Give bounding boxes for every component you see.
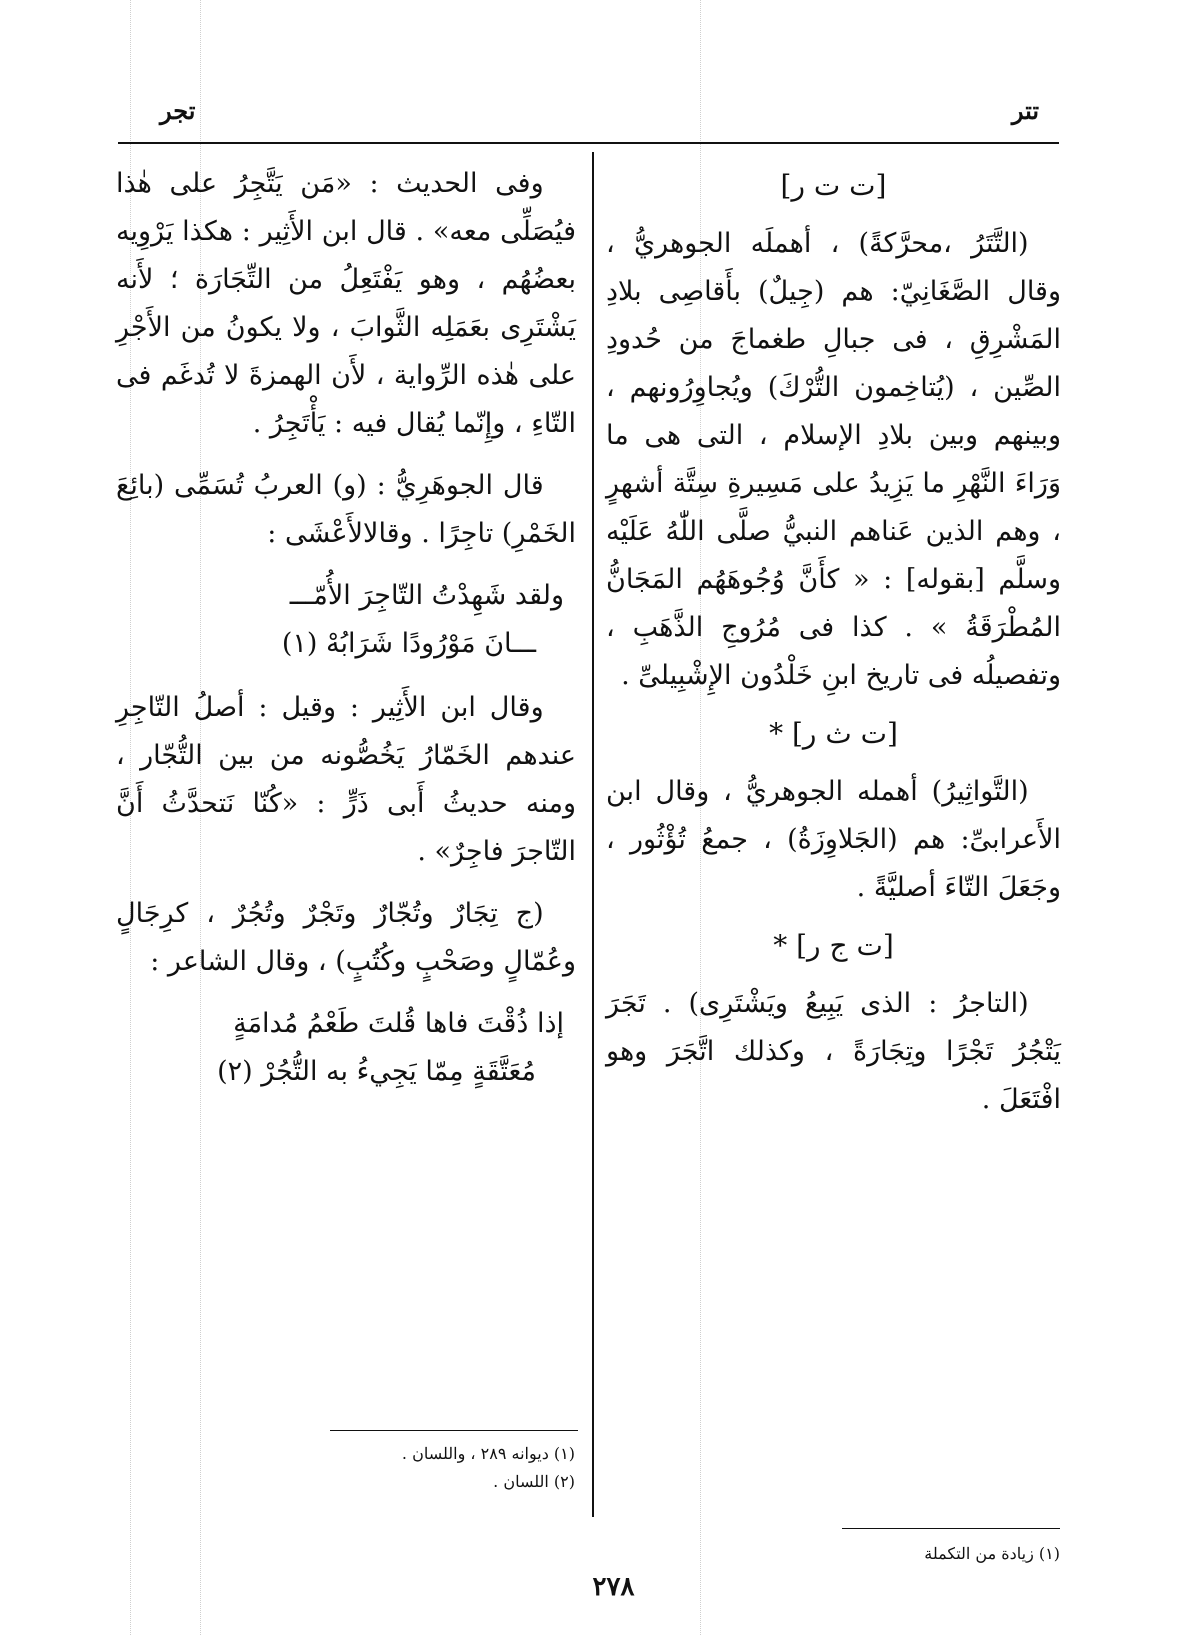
- footnote: (١) ديوانه ٢٨٩ ، واللسان .: [401, 1444, 575, 1463]
- entry-heading-tthr: [ت ث ر] *: [769, 717, 898, 750]
- footnotes-left: [300, 1440, 575, 1496]
- paragraph-jawhari: قال الجوهَرِيُّ : (و) العربُ تُسَمِّى (بائِعَ الخَمْرِ) تاجِرًا . وقالالأَعْشَى :: [116, 470, 576, 549]
- running-header-left: تجر: [160, 96, 196, 125]
- paragraph-hadith: وفى الحديث : «مَن يَتَّجِرُ على هٰذا فيُصَلِّى معه» . قال ابن الأَثِير : هكذا يَرْوِيه بعضُهُم ، وهو يَفْتَعِلُ من التِّجَارَة ؛ لأَنه يَشْتَرِى بعَمَلِه الثَّوابَ ، ولا يكونُ من الأَجْرِ على هٰذه الرِّواية ، لأَن الهمزةَ لا تُدغَم فى التّاءِ ، وإِنّما يُقال فيه : يَأْتَجِرُ .: [116, 168, 576, 439]
- verse-hemistich: ـــانَ مَوْرُودًا شَرَابُهْ (١): [281, 628, 536, 659]
- verse-poet: [116, 1000, 576, 1096]
- verse-asha: [116, 572, 576, 668]
- entry-text-tjr: (التاجرُ : الذى يَبِيعُ ويَشْتَرِى) . تَجَرَ يَتْجُرُ تَجْرًا وتِجَارَةً ، وكذلك اتَّجَرَ وهو افْتَعَلَ .: [606, 988, 1061, 1115]
- paragraph-ibn-athir: وقال ابن الأَثِير : وقيل : أصلُ التّاجِرِ عندهم الخَمّارُ يَخُصُّونه من بين التُّجّار ، ومنه حديثُ أَبى ذَرٍّ : «كُنّا نَتحدَّثُ أَنَّ التّاجرَ فاجِرٌ» .: [116, 692, 576, 867]
- page-number: ٢٧٨: [592, 1572, 635, 1602]
- footnote: (٢) اللسان .: [493, 1472, 575, 1491]
- left-column: [116, 160, 576, 1112]
- column-divider: [592, 152, 594, 1517]
- right-column: [606, 160, 1061, 1138]
- entry-heading-ttr: [ت ت ر]: [780, 169, 887, 202]
- verse-hemistich: ولقد شَهِدْتُ التّاجِرَ الأُمّـــ: [289, 580, 564, 611]
- verse-hemistich: إذا ذُقْتَ فاها قُلتَ طَعْمُ مُدامَةٍ: [233, 1008, 564, 1039]
- verse-hemistich: مُعَتَّقَةٍ مِمّا يَجِيءُ به التُّجُرْ (٢): [217, 1056, 536, 1087]
- running-header-right: تتر: [1011, 96, 1039, 125]
- entry-text-tthr: (التَّواثِيرُ) أهمله الجوهريُّ ، وقال ابن الأَعرابىِّ: هم (الجَلاوِزَةُ) ، جمعُ تُؤْثُور ، وجَعَلَ التّاءَ أصليَّةً .: [606, 776, 1061, 903]
- footnote-rule: [330, 1430, 578, 1431]
- footnote-rule: [842, 1528, 1060, 1529]
- footnotes-right: [800, 1540, 1060, 1568]
- paragraph-plurals: (ج تِجَارٌ وتُجّارٌ وتَجْرٌ وتُجُرٌ ، كرِجَالٍ وعُمّالٍ وصَحْبٍ وكُتُبٍ) ، وقال الشاعر :: [116, 898, 576, 977]
- entry-text-ttr: (التَّتَرُ ،محرَّكةً) ، أهملَه الجوهريُّ ، وقال الصَّغَانِيّ: هم (جِيلٌ) بأَقاصِى بلادِ المَشْرِقِ ، فى جبالِ طغماجَ من حُدودِ الصِّين ، (يُتاخِمون التُّرْكَ) ويُجاوِرُونهم ، وبينهم وبين بلادِ الإسلام ، التى هى ما وَرَاءَ النَّهْرِ ما يَزِيدُ على مَسِيرةِ سِتَّة أشهرٍ ، وهم الذين عَناهم النبيُّ صلَّى اللّٰهُ عَلَيْه وسلَّم [بقوله] : « كأَنَّ وُجُوهَهُم المَجَانُّ المُطْرَقَةُ » . كذا فى مُرُوجِ الذَّهَبِ ، وتفصيلُه فى تاريخ ابنِ خَلْدُون الإِشْبِيلىِّ .: [606, 228, 1061, 691]
- header-rule: [118, 142, 1059, 144]
- footnote: (١) زيادة من التكملة: [924, 1544, 1060, 1563]
- entry-heading-tjr: [ت ج ر] *: [773, 929, 894, 962]
